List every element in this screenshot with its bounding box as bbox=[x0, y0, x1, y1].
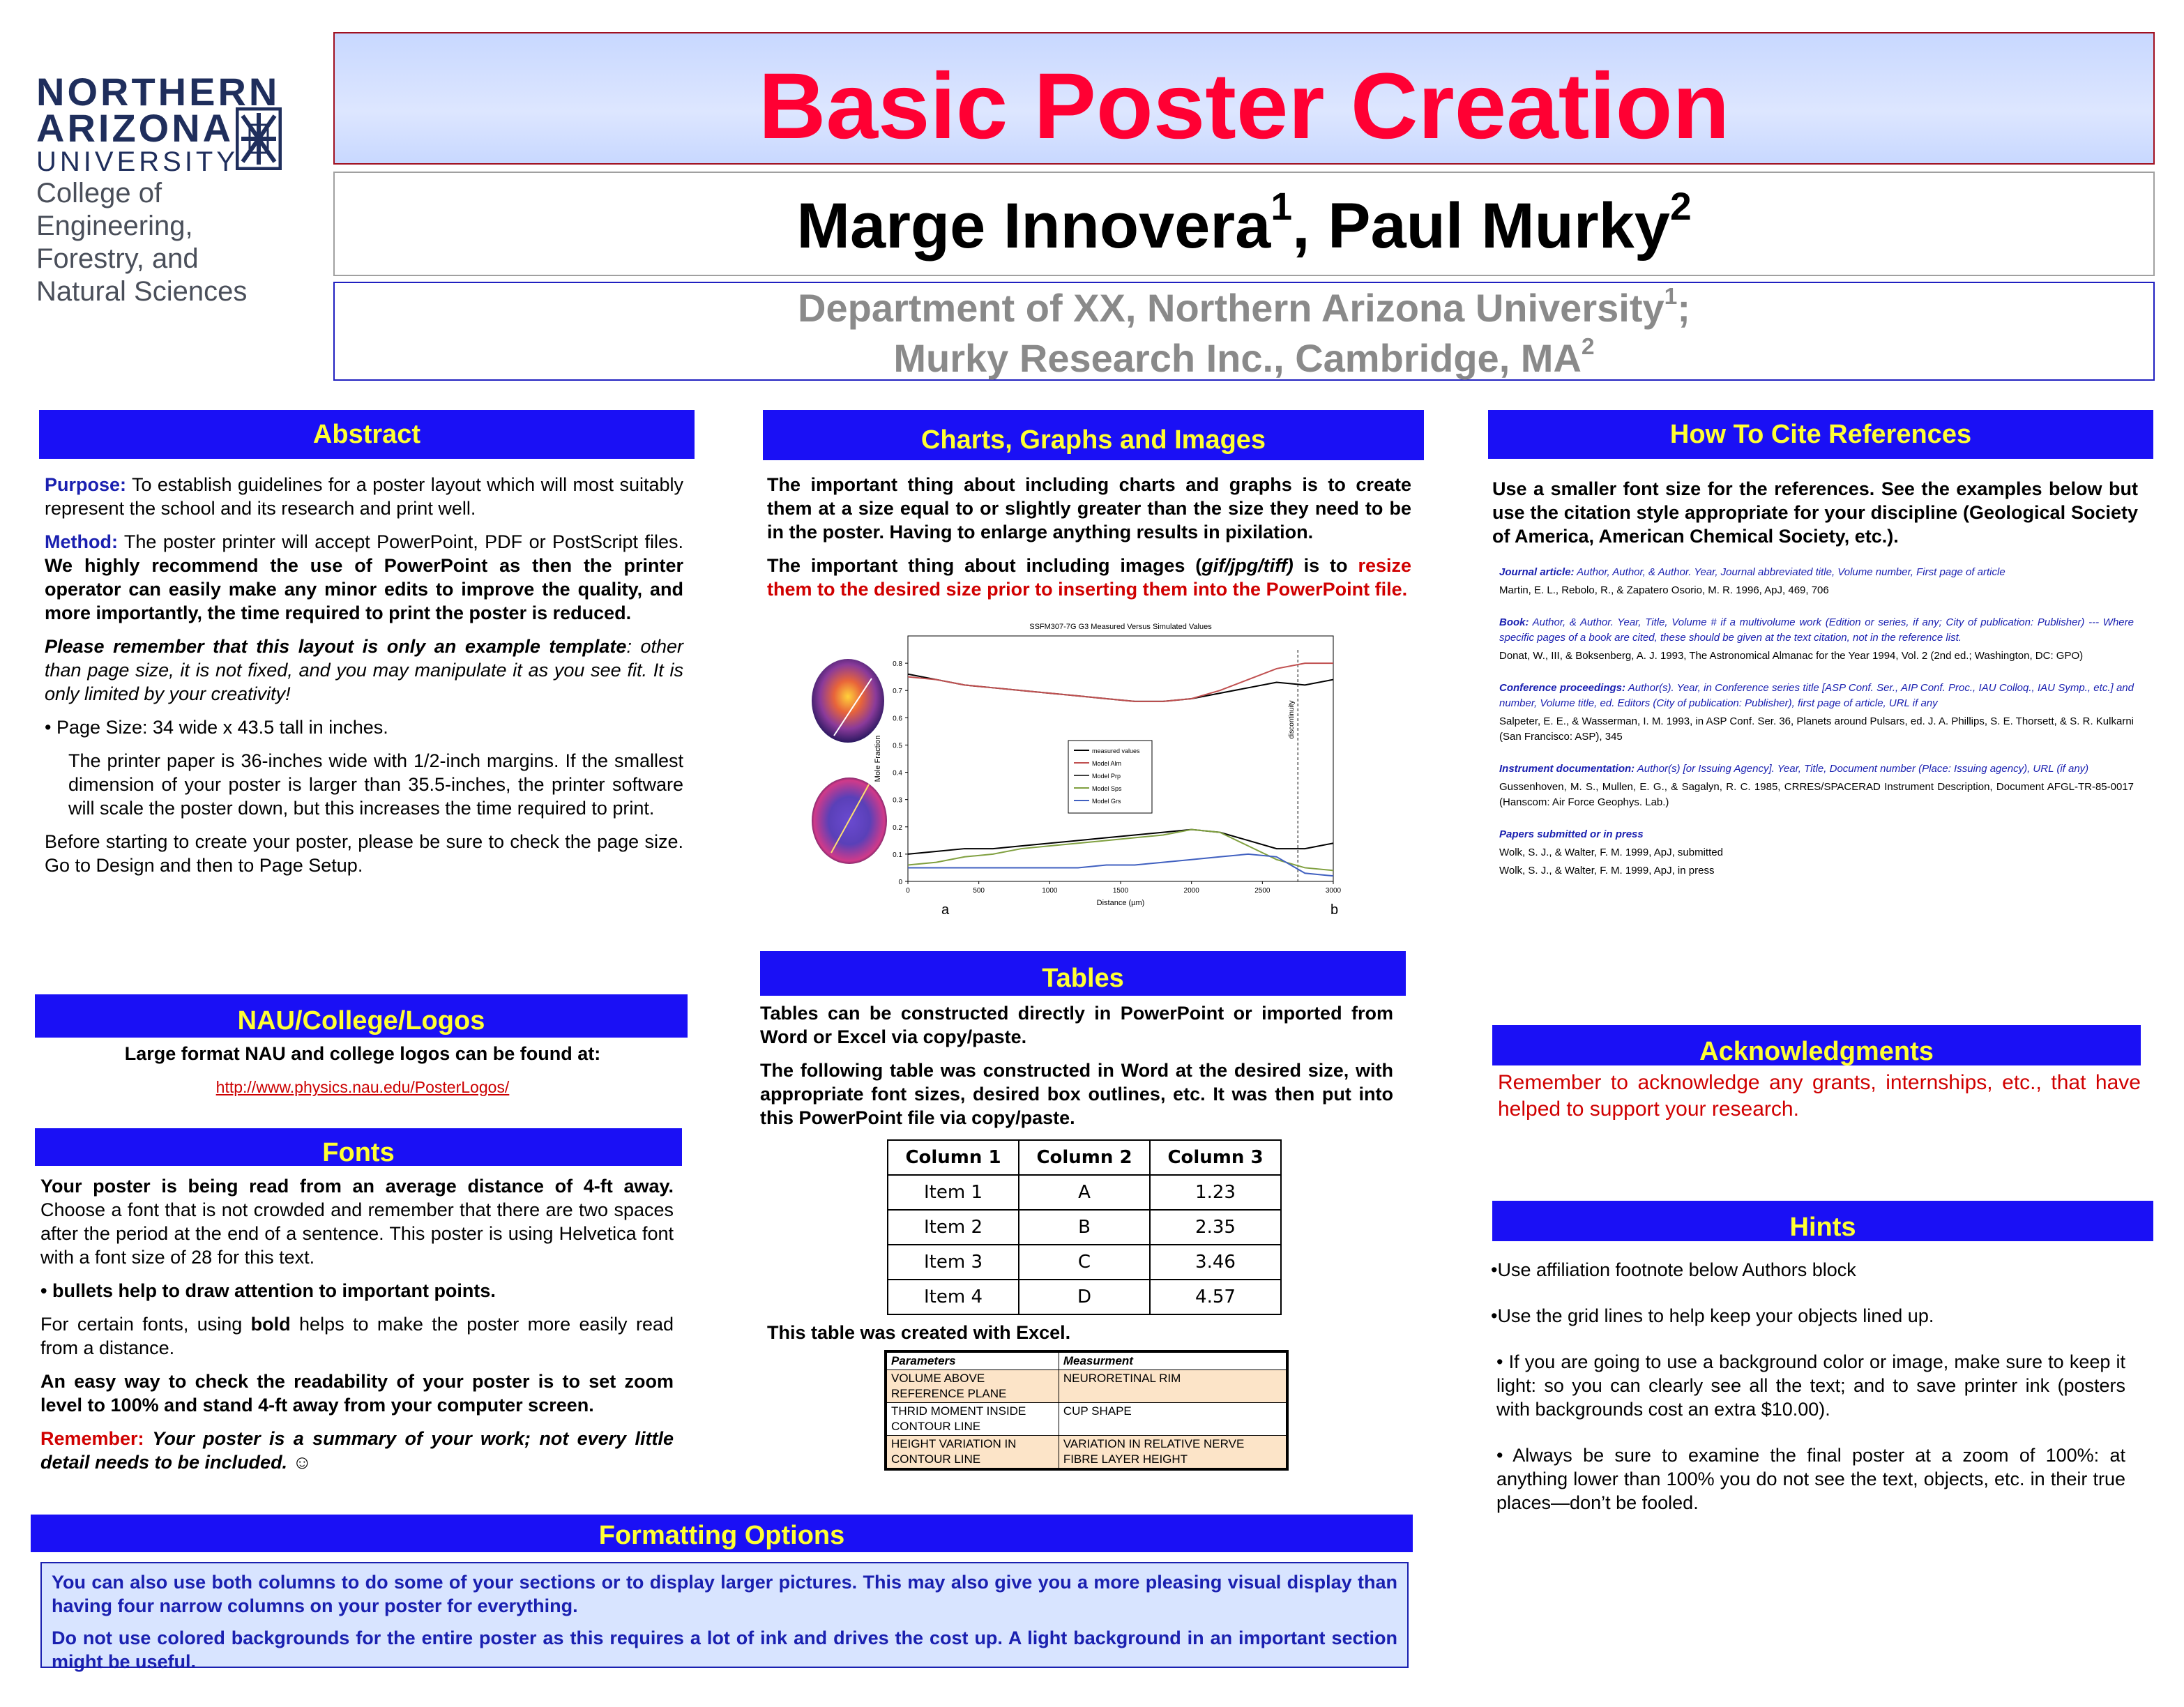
legend-label: Model Sps bbox=[1092, 785, 1122, 792]
tables-heading bbox=[760, 951, 1406, 996]
charts-p2-red: resize them to the desired size prior to inserting them into the PowerPoint file. bbox=[767, 555, 1411, 600]
chart-letter-a: a bbox=[941, 902, 950, 918]
author-1: Marge Innovera bbox=[796, 190, 1271, 261]
excel-table-cell: NEURORETINAL RIM bbox=[1059, 1370, 1287, 1403]
charts-heading bbox=[763, 410, 1424, 460]
fonts-p3 bbox=[40, 1312, 674, 1360]
hints-heading bbox=[1492, 1201, 2153, 1241]
ref-instr-label: Instrument documentation: bbox=[1499, 763, 1635, 775]
word-table-cell: 2.35 bbox=[1150, 1210, 1281, 1245]
excel-table-cell: VOLUME ABOVE REFERENCE PLANE bbox=[886, 1370, 1059, 1403]
excel-table-row bbox=[886, 1403, 1287, 1436]
y-tick-label: 0.1 bbox=[893, 851, 902, 859]
word-table-cell: D bbox=[1019, 1280, 1150, 1314]
formatting-p1: You can also use both columns to do some of your sections or to display larger pictures. This may also give you a more pleasing visual display than having four narrow columns on your poster for everything. bbox=[52, 1572, 1397, 1616]
author-2: Paul Murky bbox=[1328, 190, 1670, 261]
fonts-p4: An easy way to check the readability of your poster is to set zoom level to 100% and stand 4-ft away from your computer screen. bbox=[40, 1371, 674, 1416]
ref-journal-fmt: Author, Author, & Author. Year, Journal abbreviated title, Volume number, First page of article bbox=[1574, 566, 2005, 578]
word-table-row bbox=[888, 1210, 1281, 1245]
word-table-header: Column 2 bbox=[1019, 1140, 1150, 1175]
excel-table-cell: THRID MOMENT INSIDE CONTOUR LINE bbox=[886, 1403, 1059, 1436]
affiliation-1-text: Department of XX, Northern Arizona University bbox=[798, 286, 1664, 330]
excel-table-cell: CUP SHAPE bbox=[1059, 1403, 1287, 1436]
logo-line-northern: NORTHERN bbox=[36, 70, 280, 114]
affiliation-box bbox=[333, 282, 2155, 381]
y-tick-label: 0.6 bbox=[893, 715, 902, 723]
affiliations bbox=[335, 283, 2153, 384]
fonts-body bbox=[40, 1174, 674, 1484]
tables-body bbox=[760, 1001, 1393, 1139]
fonts-p1 bbox=[40, 1174, 674, 1269]
y-tick-label: 0.8 bbox=[893, 660, 902, 669]
x-tick-label: 500 bbox=[973, 887, 985, 895]
ref-conf-fmt: Author(s). Year, in Conference series title [ASP Conf. Ser., AIP Conf. Proc., IAU Colloq., IAU Symp., etc.] and number, Volume title, ed. Editors (City of publication: Publisher), first page of article, URL if any bbox=[1499, 682, 2134, 709]
fonts-p1-bold: Your poster is being read from an average distance of 4-ft away. bbox=[40, 1176, 674, 1197]
hint-3: • If you are going to use a background color or image, make sure to keep it light: so you can clearly see all the text; and to save printer ink (posters with backgrounds cost an extra $10.00). bbox=[1496, 1351, 2125, 1420]
nau-shield-icon bbox=[236, 107, 282, 170]
word-table-cell: C bbox=[1019, 1245, 1150, 1280]
logos-body bbox=[42, 1042, 683, 1109]
ref-journal-example: Martin, E. L., Rebolo, R., & Zapatero Osorio, M. R. 1996, ApJ, 469, 706 bbox=[1499, 584, 1829, 596]
tables-p2: The following table was constructed in Word at the desired size, with appropriate font sizes, desired box outlines, etc. It was then put into this PowerPoint file via copy/paste. bbox=[760, 1060, 1393, 1128]
remember-bold: Please remember that this layout is only an example template bbox=[45, 636, 627, 657]
word-table-cell: Item 2 bbox=[888, 1210, 1019, 1245]
method-bold: We highly recommend the use of PowerPoint as then the printer operator can easily make any minor edits to improve the quality, and more importantly, the time required to print the poster is reduced. bbox=[45, 555, 683, 623]
y-tick-label: 0.3 bbox=[893, 796, 902, 805]
ref-book-format bbox=[1499, 615, 2134, 646]
discontinuity-label: discontinuity bbox=[1288, 700, 1296, 739]
ref-book-fmt: Author, & Author. Year, Title, Volume # if a multivolume work (Edition or series, if any; City of publication: Publisher) --- Where specific pages of a book are cited, these should be given at the text citation, not in the reference list. bbox=[1499, 616, 2134, 644]
cite-refs bbox=[1499, 565, 2134, 881]
poster-title: Basic Poster Creation bbox=[758, 54, 1730, 158]
word-table-row bbox=[888, 1245, 1281, 1280]
charts-body bbox=[767, 473, 1411, 611]
y-tick-label: 0 bbox=[898, 879, 902, 886]
x-tick-label: 1500 bbox=[1112, 887, 1129, 895]
abstract-before: Before starting to create your poster, please be sure to check the page size. Go to Design and then to Page Setup. bbox=[45, 831, 683, 876]
method-label: Method: bbox=[45, 531, 118, 552]
y-tick-label: 0.4 bbox=[893, 769, 902, 777]
word-table-cell: Item 4 bbox=[888, 1280, 1019, 1314]
abstract-heading-text: Abstract bbox=[312, 420, 421, 449]
word-table-cell: B bbox=[1019, 1210, 1150, 1245]
hints-body bbox=[1491, 1258, 2125, 1524]
word-table-header: Column 3 bbox=[1150, 1140, 1281, 1175]
tables-heading-text: Tables bbox=[1042, 964, 1124, 993]
legend-label: Model Prp bbox=[1092, 773, 1121, 780]
title-box bbox=[333, 32, 2155, 165]
ack-heading bbox=[1492, 1025, 2141, 1065]
charts-heading-text: Charts, Graphs and Images bbox=[920, 425, 1266, 455]
ref-conf-label: Conference proceedings: bbox=[1499, 682, 1626, 694]
fonts-remember-text: Your poster is a summary of your work; not every little detail needs to be included. ☺ bbox=[40, 1428, 674, 1473]
ref-instr-fmt: Author(s) [or Issuing Agency]. Year, Title, Document number (Place: Issuing agency), URL (if any) bbox=[1635, 763, 2089, 775]
abstract-purpose bbox=[45, 473, 683, 520]
abstract-heading bbox=[39, 410, 695, 459]
logo-college-name bbox=[36, 177, 315, 308]
logo-line-university: UNIVERSITY bbox=[36, 146, 239, 177]
logos-text: Large format NAU and college logos can be found at: bbox=[124, 1043, 601, 1064]
ref-instr-example: Gussenhoven, M. S., Mullen, E. G., & Sagalyn, R. C. 1985, CRRES/SPACERAD Instrument Description, Document AFGL-TR-85-0017 (Hanscom: Air Force Geophys. Lab.) bbox=[1499, 781, 2134, 808]
affiliation-1-sup: 1 bbox=[1664, 284, 1678, 310]
authors-box bbox=[333, 172, 2155, 276]
chart-title: SSFM307-7G G3 Measured Versus Simulated Values bbox=[1029, 623, 1212, 631]
excel-table bbox=[884, 1350, 1289, 1471]
line-chart bbox=[803, 618, 1354, 911]
ack-heading-text: Acknowledgments bbox=[1699, 1037, 1934, 1066]
formatting-heading bbox=[31, 1515, 1413, 1552]
remember-italic: : other than page size, it is not fixed, and you may manipulate it as you see fit. It is only limited by your creativity! bbox=[45, 636, 683, 704]
x-tick-label: 2000 bbox=[1183, 887, 1199, 895]
ref-conf-format bbox=[1499, 681, 2134, 711]
ca-label: Ca bbox=[877, 783, 888, 794]
ref-papers-example-1: Wolk, S. J., & Walter, F. M. 1999, ApJ, submitted bbox=[1499, 847, 1723, 858]
logo-line-arizona: ARIZONA bbox=[36, 106, 234, 150]
cite-intro: Use a smaller font size for the references. See the examples below but use the citation style appropriate for your discipline (Geological Society of America, American Chemical Society, etc.). bbox=[1492, 478, 2138, 547]
y-tick-label: 0.5 bbox=[893, 742, 902, 750]
word-table-cell: A bbox=[1019, 1175, 1150, 1210]
logos-heading-text: NAU/College/Logos bbox=[237, 1006, 485, 1035]
word-table-cell: 4.57 bbox=[1150, 1280, 1281, 1314]
ref-papers-label: Papers submitted or in press bbox=[1499, 828, 1644, 840]
legend-label: measured values bbox=[1092, 748, 1140, 754]
scale-label: 1 mm bbox=[867, 859, 886, 867]
ack-text: Remember to acknowledge any grants, internships, etc., that have helped to support your research. bbox=[1498, 1071, 2141, 1121]
y-tick-label: 0.2 bbox=[893, 824, 902, 832]
cite-heading-text: How To Cite References bbox=[1669, 420, 1972, 449]
mn-label: Mn bbox=[872, 658, 886, 668]
excel-table-row bbox=[886, 1370, 1287, 1403]
word-table bbox=[887, 1139, 1282, 1315]
fonts-p1-text: Choose a font that is not crowded and remember that there are two spaces after the period at the end of a sentence. This poster is using Helvetica font with a font size of 28 for this text. bbox=[40, 1199, 674, 1268]
affiliation-2-sup: 2 bbox=[1581, 334, 1595, 361]
a-label: a bbox=[869, 775, 874, 785]
abstract-printer-paper: The printer paper is 36-inches wide with 1/2-inch margins. If the smallest dimension of your poster is larger than 35.5-inches, the printer software will scale the poster down, but this increases the time required to print. bbox=[68, 750, 683, 819]
formatting-body bbox=[40, 1562, 1409, 1672]
chart-letter-b: b bbox=[1330, 902, 1339, 918]
method-text: The poster printer will accept PowerPoint, PDF or PostScript files. bbox=[117, 531, 683, 552]
authors bbox=[335, 185, 2153, 261]
abstract-page-size: • Page Size: 34 wide x 43.5 tall in inches. bbox=[45, 717, 388, 738]
legend-label: Model Alm bbox=[1092, 760, 1122, 767]
word-table-cell: Item 3 bbox=[888, 1245, 1019, 1280]
logos-heading bbox=[35, 994, 688, 1038]
affiliation-2 bbox=[335, 333, 2153, 384]
author-separator: , bbox=[1292, 190, 1328, 261]
ref-book-example: Donat, W., III, & Boksenberg, A. J. 1993, The Astronomical Almanac for the Year 1994, Vol. 2 (2nd ed.; Washington, DC: GPO) bbox=[1499, 650, 2084, 662]
abstract-body bbox=[45, 473, 683, 887]
affiliation-1-end: ; bbox=[1677, 286, 1690, 330]
excel-table-cell: HEIGHT VARIATION IN CONTOUR LINE bbox=[886, 1436, 1059, 1470]
fonts-heading-text: Fonts bbox=[322, 1138, 395, 1167]
y-axis-label: Mole Fraction bbox=[874, 735, 882, 782]
fonts-bullet: • bullets help to draw attention to important points. bbox=[40, 1280, 496, 1301]
x-tick-label: 1000 bbox=[1042, 887, 1058, 895]
fonts-heading bbox=[35, 1128, 682, 1166]
logos-link[interactable]: http://www.physics.nau.edu/PosterLogos/ bbox=[215, 1078, 510, 1096]
abstract-method bbox=[45, 530, 683, 625]
excel-table-header: Measurment bbox=[1059, 1351, 1287, 1370]
charts-p1: The important thing about including charts and graphs is to create them at a size equal to or slightly greater than the size they need to be in the poster. Having to enlarge anything results in pixilation. bbox=[767, 474, 1411, 543]
affiliation-2-text: Murky Research Inc., Cambridge, MA bbox=[893, 336, 1582, 380]
excel-table-row bbox=[886, 1436, 1287, 1470]
purpose-label: Purpose: bbox=[45, 474, 127, 495]
affiliation-1 bbox=[335, 283, 2153, 333]
hint-4: • Always be sure to examine the final poster at a zoom of 100%: at anything lower than 100% you do not see the text, objects, etc. in their true places—don’t be fooled. bbox=[1496, 1445, 2125, 1513]
word-table-row bbox=[888, 1175, 1281, 1210]
excel-table-header: Parameters bbox=[886, 1351, 1059, 1370]
ref-conf-example: Salpeter, E. E., & Wasserman, I. M. 1993, in ASP Conf. Ser. 36, Planets around Pulsars, ed. J. A. Phillips, S. E. Thorsett, & S. R. Kulkarni (San Francisco: ASP), 345 bbox=[1499, 715, 2134, 743]
charts-p2-b: is to bbox=[1293, 555, 1358, 576]
fonts-p3-bold: bold bbox=[250, 1314, 291, 1335]
word-table-row bbox=[888, 1280, 1281, 1314]
formatting-p2: Do not use colored backgrounds for the entire poster as this requires a lot of ink and drives the cost up. A light background in an important section might be useful. bbox=[52, 1628, 1397, 1672]
excel-caption: This table was created with Excel. bbox=[767, 1322, 1071, 1343]
logo-sub-line: Forestry, and bbox=[36, 243, 199, 274]
ref-journal-format bbox=[1499, 565, 2134, 580]
abstract-remember bbox=[45, 635, 683, 706]
author-2-sup: 2 bbox=[1669, 185, 1692, 229]
ref-book-label: Book: bbox=[1499, 616, 1529, 628]
fonts-p3-b: helps to make the poster more easily read from a distance. bbox=[40, 1314, 674, 1358]
y-tick-label: 0.7 bbox=[893, 688, 902, 696]
x-tick-label: 2500 bbox=[1254, 887, 1271, 895]
fonts-remember-label: Remember: bbox=[40, 1428, 144, 1449]
ref-papers-format bbox=[1499, 827, 2134, 842]
x-tick-label: 3000 bbox=[1325, 887, 1342, 895]
ref-papers-example-2: Wolk, S. J., & Walter, F. M. 1999, ApJ, in press bbox=[1499, 865, 1715, 877]
charts-p2-a: The important thing about including images ( bbox=[767, 555, 1202, 576]
purpose-text: To establish guidelines for a poster layout which will most suitably represent the school and its research and print well. bbox=[45, 474, 683, 519]
logo-sub-line: Natural Sciences bbox=[36, 276, 248, 307]
x-axis-label: Distance (µm) bbox=[1096, 899, 1145, 907]
word-table-cell: 3.46 bbox=[1150, 1245, 1281, 1280]
hints-heading-text: Hints bbox=[1789, 1213, 1856, 1242]
word-table-cell: 1.23 bbox=[1150, 1175, 1281, 1210]
hint-1: •Use affiliation footnote below Authors block bbox=[1491, 1259, 1856, 1280]
x-tick-label: 0 bbox=[906, 887, 910, 895]
tables-p1: Tables can be constructed directly in PowerPoint or imported from Word or Excel via copy/paste. bbox=[760, 1003, 1393, 1047]
legend-label: Model Grs bbox=[1092, 798, 1121, 805]
excel-table-cell: VARIATION IN RELATIVE NERVE FIBRE LAYER HEIGHT bbox=[1059, 1436, 1287, 1470]
b-label: b bbox=[821, 852, 826, 862]
fonts-remember bbox=[40, 1427, 674, 1474]
hint-2: •Use the grid lines to help keep your objects lined up. bbox=[1491, 1305, 1934, 1326]
ref-journal-label: Journal article: bbox=[1499, 566, 1575, 578]
word-table-cell: Item 1 bbox=[888, 1175, 1019, 1210]
formatting-heading-text: Formatting Options bbox=[598, 1521, 845, 1550]
logo-sub-line: College of Engineering, bbox=[36, 178, 193, 241]
ref-instr-format bbox=[1499, 761, 2134, 777]
charts-p2 bbox=[767, 554, 1411, 601]
author-1-sup: 1 bbox=[1271, 185, 1293, 229]
cite-heading bbox=[1488, 410, 2153, 459]
fonts-p3-a: For certain fonts, using bbox=[40, 1314, 251, 1335]
nau-logo bbox=[36, 70, 315, 307]
charts-p2-italic: gif/jpg/tiff) bbox=[1201, 555, 1294, 576]
word-table-header: Column 1 bbox=[888, 1140, 1019, 1175]
